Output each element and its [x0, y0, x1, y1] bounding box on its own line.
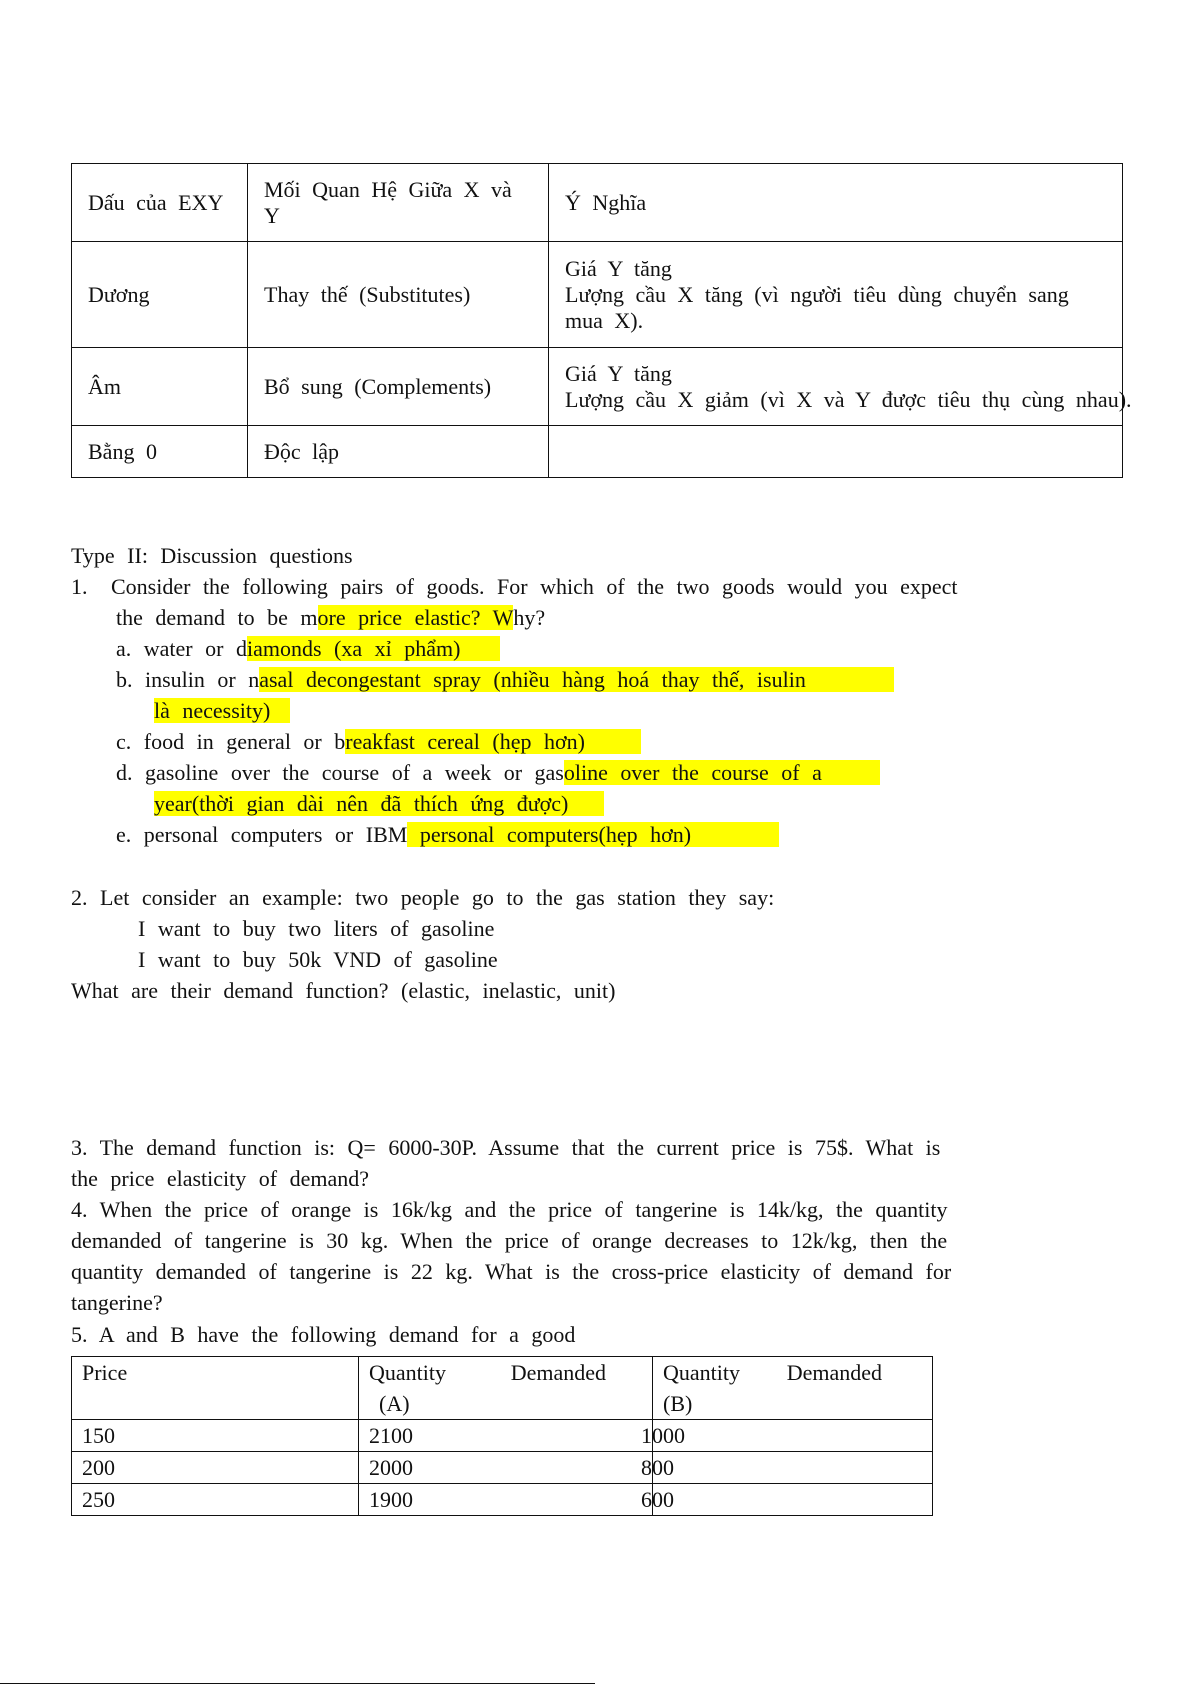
q4-line-2: demanded of tangerine is 30 kg. When the price of orange decreases to 12k/kg, then the — [71, 1228, 948, 1253]
cell-relation: Bổ sung (Complements) — [248, 348, 549, 426]
q1-line-1: Consider the following pairs of goods. For which of the two goods would you expect — [111, 574, 958, 599]
q2-bullet-1 — [108, 916, 494, 942]
cell-quantity-b: 800 — [653, 1452, 933, 1484]
q2-bullet-2 — [108, 947, 498, 973]
bullet-text: I want to buy 50k VND of gasoline — [138, 947, 498, 972]
header-text: Demanded — [786, 1360, 882, 1385]
highlight: asal decongestant spray (nhiều hàng hoá thay thế, isulin — [259, 667, 894, 692]
q4-line-3: quantity demanded of tangerine is 22 kg. What is the cross-price elasticity of demand for — [71, 1259, 952, 1284]
meaning-line: Giá Y tăng — [565, 360, 672, 386]
cell-price: 250 — [72, 1484, 359, 1516]
header-cell-relation: Mối Quan Hệ Giữa X và Y — [248, 164, 549, 242]
table-row — [72, 426, 1123, 478]
q1-line-2-start: the demand to be m — [116, 605, 318, 630]
header-text: Demanded — [510, 1360, 606, 1385]
header-cell-price — [72, 1357, 359, 1420]
cell-price: 200 — [72, 1452, 359, 1484]
highlight: là necessity) — [154, 698, 290, 723]
q3-line-1: 3. The demand function is: Q= 6000-30P. Assume that the current price is 75$. What is — [71, 1135, 941, 1160]
cell-sign: Bằng 0 — [72, 426, 248, 478]
q2-intro: 2. Let consider an example: two people go to the gas station they say: — [71, 885, 775, 910]
q4-line-1: 4. When the price of orange is 16k/kg and the price of tangerine is 14k/kg, the quantity — [71, 1197, 948, 1222]
item-text: e. personal computers or IBM — [116, 822, 408, 847]
cell-sign: Âm — [72, 348, 248, 426]
highlight: year(thời gian dài nên đã thích ứng được) — [154, 791, 604, 816]
cross-elasticity-table — [71, 163, 1132, 478]
table-header-row — [72, 164, 1123, 242]
q1-line-2-end: hy? — [513, 605, 546, 630]
highlight: reakfast cereal (hẹp hơn) — [345, 729, 641, 754]
header-cell-quantity-b — [653, 1357, 933, 1420]
table-row — [72, 1452, 933, 1484]
q1-item-b-cont — [154, 698, 290, 724]
cell-meaning — [549, 426, 1123, 478]
cell-quantity-b: 1000 — [653, 1420, 933, 1452]
header-cell-meaning: Ý Nghĩa — [549, 164, 1123, 242]
table-header-row — [72, 1357, 933, 1420]
highlight: iamonds (xa xỉ phẩm) — [247, 636, 500, 661]
highlight: personal computers(hẹp hơn) — [407, 822, 779, 847]
highlight: oline over the course of a — [564, 760, 880, 785]
item-text: a. water or d — [116, 636, 247, 661]
header-text: Price — [82, 1360, 128, 1385]
meaning-line: Giá Y tăng — [565, 255, 672, 281]
header-text: (B) — [663, 1391, 693, 1416]
item-text: b. insulin or n — [116, 667, 260, 692]
q3-line-2: the price elasticity of demand? — [71, 1166, 369, 1191]
q1-number: 1. — [71, 574, 88, 599]
q1-item-d — [116, 760, 880, 786]
bullet-text: I want to buy two liters of gasoline — [138, 916, 495, 941]
table-row — [72, 348, 1123, 426]
section-title: Type II: Discussion questions — [71, 543, 353, 568]
q1-item-b — [116, 667, 894, 693]
cell-sign: Dương — [72, 242, 248, 348]
cell-meaning — [549, 242, 1123, 348]
header-cell-quantity-a — [359, 1357, 653, 1420]
meaning-line: Lượng cầu X tăng (vì người tiêu dùng chuyển sang mua X). — [565, 281, 1069, 333]
cell-relation: Độc lập — [248, 426, 549, 478]
item-text: d. gasoline over the course of a week or gas — [116, 760, 564, 785]
footnote-divider — [0, 1683, 595, 1684]
meaning-line: Lượng cầu X giảm (vì X và Y được tiêu thụ cùng nhau). — [565, 386, 1132, 412]
item-text: c. food in general or b — [116, 729, 346, 754]
cell-meaning — [549, 348, 1132, 426]
demand-table — [71, 1356, 933, 1516]
cell-quantity-a: 2100 — [359, 1420, 653, 1452]
header-text: Quantity — [663, 1360, 740, 1385]
table-row — [72, 1484, 933, 1516]
cell-quantity-b: 600 — [653, 1484, 933, 1516]
table-row — [72, 1420, 933, 1452]
q4-line-4: tangerine? — [71, 1290, 163, 1315]
header-text: (A) — [379, 1391, 410, 1416]
q1-item-a — [116, 636, 500, 662]
header-text: Quantity — [369, 1360, 446, 1385]
q1-item-e — [116, 822, 779, 848]
q1-item-d-cont — [154, 791, 604, 817]
cell-quantity-a: 2000 — [359, 1452, 653, 1484]
q1-item-c — [116, 729, 641, 755]
q1-line-2 — [116, 605, 545, 631]
highlight: ore price elastic? W — [317, 605, 514, 630]
table-row — [72, 242, 1123, 348]
header-cell-sign: Dấu của EXY — [72, 164, 248, 242]
cell-quantity-a: 1900 — [359, 1484, 653, 1516]
cell-price: 150 — [72, 1420, 359, 1452]
cell-relation: Thay thế (Substitutes) — [248, 242, 549, 348]
q2-question: What are their demand function? (elastic, inelastic, unit) — [71, 978, 616, 1003]
q5-intro: 5. A and B have the following demand for a good — [71, 1322, 576, 1347]
